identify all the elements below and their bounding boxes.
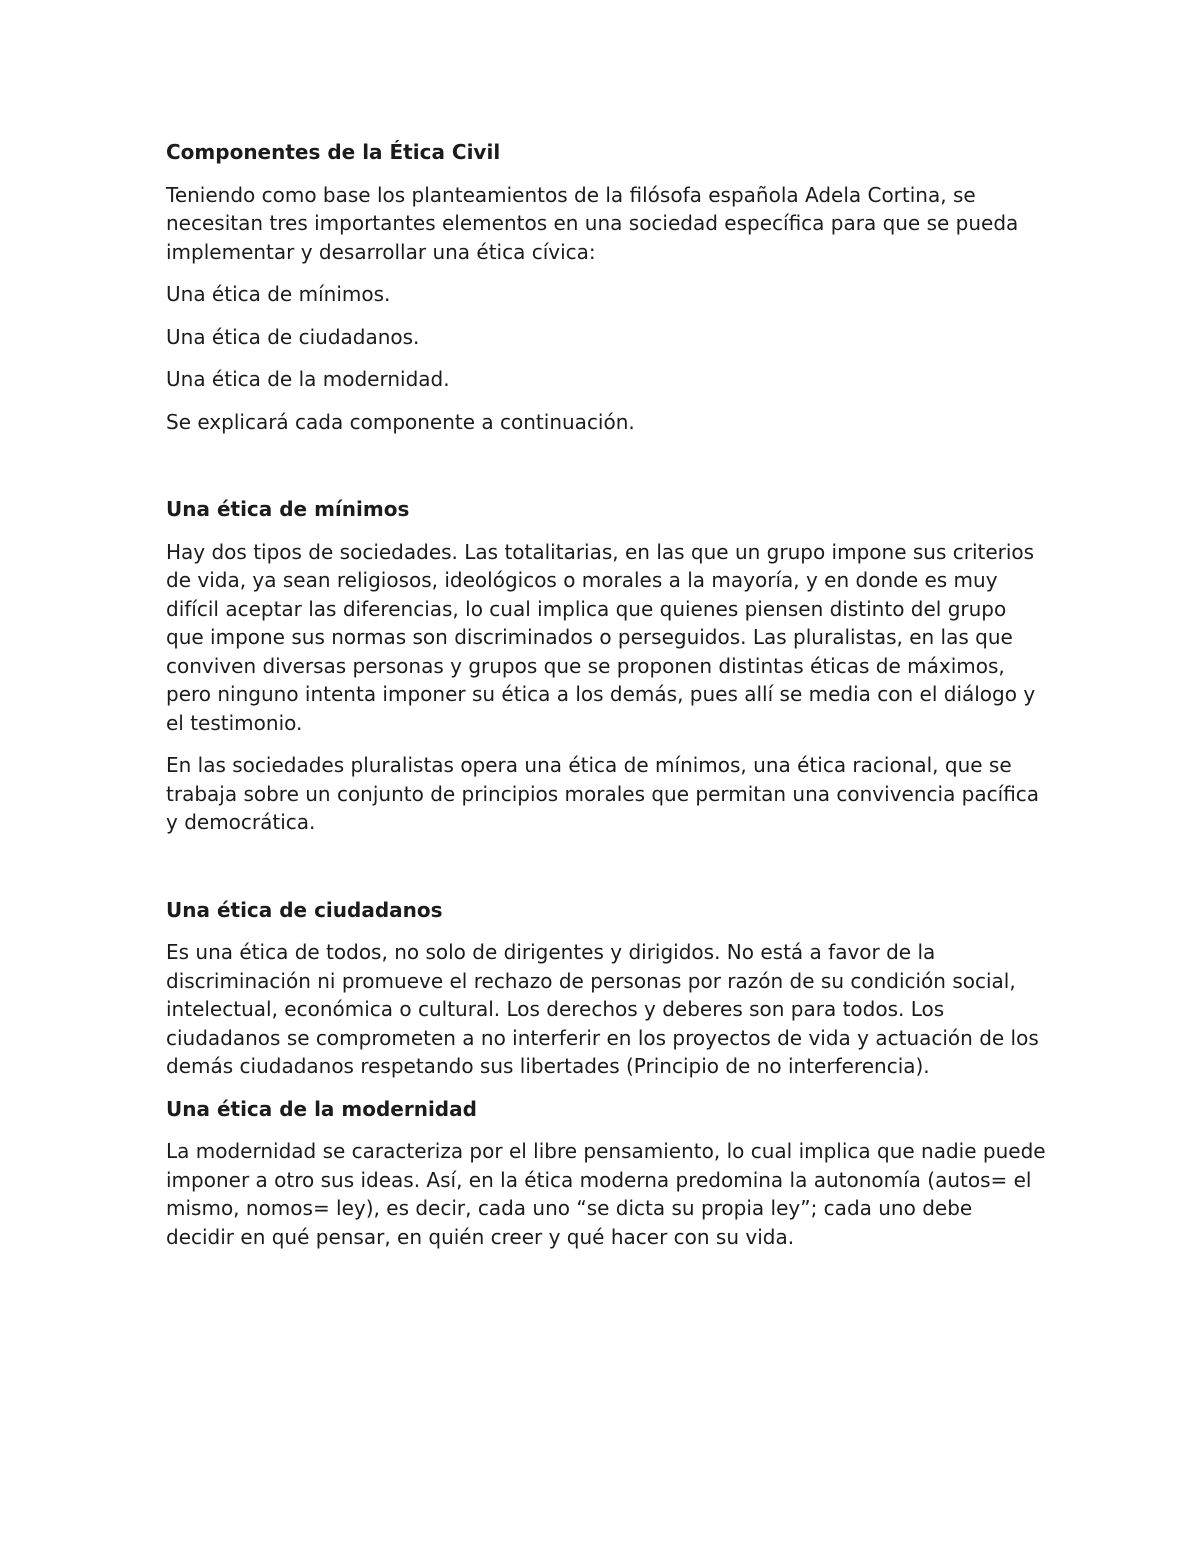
list-item: Una ética de mínimos.	[166, 282, 391, 306]
document-page	[166, 138, 1046, 1265]
paragraph: La modernidad se caracteriza por el libre pensamiento, lo cual implica que nadie puede imponer a otro sus ideas. Así, en la ética moderna predomina la autonomía (autos= el mismo, nomos= ley), es decir, cada uno “se dicta su propia ley”; cada uno debe decidir en qué pensar, en quién creer y qué hacer con su vida.	[166, 1139, 1046, 1249]
section-heading: Una ética de la modernidad	[166, 1096, 477, 1121]
section-spacer	[166, 851, 1046, 896]
section-heading: Una ética de ciudadanos	[166, 897, 443, 922]
section-modernidad	[166, 1095, 1046, 1252]
section-ciudadanos	[166, 896, 1046, 1081]
paragraph: Hay dos tipos de sociedades. Las totalitarias, en las que un grupo impone sus criterios de vida, ya sean religiosos, ideológicos o morales a la mayoría, y en donde es muy difícil aceptar las diferencias, lo cual implica que quienes piensen distinto del grupo que impone sus normas son discriminados o perseguidos. Las pluralistas, en las que conviven diversas personas y grupos que se proponen distintas éticas de máximos, pero ninguno intenta imponer su ética a los demás, pues allí se media con el diálogo y el testimonio.	[166, 539, 1036, 735]
paragraph: En las sociedades pluralistas opera una ética de mínimos, una ética racional, que se trabaja sobre un conjunto de principios morales que permitan una convivencia pacífica y democrática.	[166, 753, 1040, 834]
paragraph: Es una ética de todos, no solo de dirigentes y dirigidos. No está a favor de la discriminación ni promueve el rechazo de personas por razón de su condición social, intelectual, económica o cultural. Los derechos y deberes son para todos. Los ciudadanos se comprometen a no interferir en los proyectos de vida y actuación de los demás ciudadanos respetando sus libertades (Principio de no interferencia).	[166, 940, 1039, 1078]
section-componentes	[166, 138, 1046, 436]
list-item: Una ética de la modernidad.	[166, 367, 450, 391]
section-spacer	[166, 450, 1046, 495]
paragraph: Teniendo como base los planteamientos de la filósofa española Adela Cortina, se necesitan tres importantes elementos en una sociedad específica para que se pueda implementar y desarrollar una ética cívica:	[166, 182, 1019, 264]
paragraph: Se explicará cada componente a continuación.	[166, 409, 635, 434]
section-heading: Una ética de mínimos	[166, 497, 410, 521]
section-minimos	[166, 495, 1046, 837]
list-item: Una ética de ciudadanos.	[166, 324, 420, 349]
section-heading: Componentes de la Ética Civil	[166, 140, 501, 164]
